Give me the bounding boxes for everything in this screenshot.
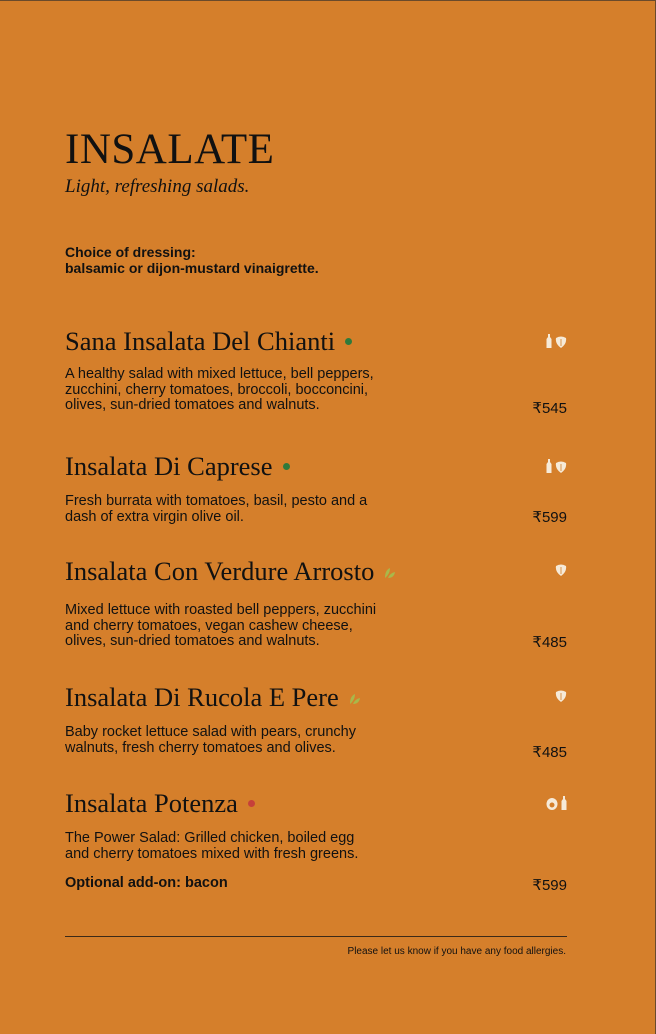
dietary-icons bbox=[546, 459, 567, 473]
description-line: A healthy salad with mixed lettuce, bell peppers, bbox=[65, 366, 374, 382]
item-name-row bbox=[65, 556, 396, 586]
nuts-icon bbox=[555, 564, 567, 576]
dressing-line-1: Choice of dressing: bbox=[65, 244, 196, 260]
footer-divider bbox=[65, 936, 567, 937]
dressing-note bbox=[65, 244, 319, 276]
item-name: Insalata Con Verdure Arrosto bbox=[65, 556, 375, 586]
item-price: ₹599 bbox=[532, 877, 567, 894]
item-name-row bbox=[65, 682, 361, 712]
vegan-leaf-icon bbox=[349, 693, 361, 705]
item-description bbox=[65, 831, 395, 862]
description-line: and cherry tomatoes mixed with fresh greens. bbox=[65, 845, 359, 862]
description-line: and cherry tomatoes, vegan cashew cheese, bbox=[65, 617, 353, 634]
nuts-icon bbox=[555, 461, 567, 473]
item-name: Insalata Di Caprese bbox=[65, 451, 273, 481]
item-description bbox=[65, 603, 395, 650]
menu-item-sana-insalata-del-chianti bbox=[65, 326, 567, 421]
item-price: ₹599 bbox=[532, 509, 567, 526]
description-line: zucchini, cherry tomatoes, broccoli, bocconcini, bbox=[65, 381, 369, 398]
description-line: olives, sun-dried tomatoes and walnuts. bbox=[65, 397, 320, 413]
non-veg-dot-icon bbox=[248, 800, 255, 807]
menu-item-insalata-di-caprese bbox=[65, 451, 567, 531]
item-description bbox=[65, 725, 395, 756]
item-name: Sana Insalata Del Chianti bbox=[65, 326, 336, 356]
description-line: Mixed lettuce with roasted bell peppers, zucchini bbox=[65, 602, 377, 618]
item-name-row bbox=[65, 451, 290, 481]
item-description bbox=[65, 494, 395, 525]
description-line: Fresh burrata with tomatoes, basil, pesto and a bbox=[65, 493, 368, 509]
item-price: ₹485 bbox=[532, 744, 567, 761]
description-line: Baby rocket lettuce salad with pears, crunchy bbox=[65, 724, 356, 740]
item-price: ₹545 bbox=[532, 400, 567, 417]
section-title: INSALATE bbox=[65, 126, 275, 173]
dietary-icons bbox=[555, 564, 567, 576]
description-line: olives, sun-dried tomatoes and walnuts. bbox=[65, 633, 320, 649]
veg-dot-icon bbox=[283, 463, 290, 470]
dairy-icon bbox=[561, 796, 567, 810]
dietary-icons bbox=[555, 690, 567, 702]
egg-icon bbox=[546, 796, 558, 810]
section-subtitle: Light, refreshing salads. bbox=[65, 176, 250, 197]
item-name-row bbox=[65, 326, 352, 356]
dairy-icon bbox=[546, 334, 552, 348]
nuts-icon bbox=[555, 336, 567, 348]
description-line: dash of extra virgin olive oil. bbox=[65, 508, 244, 525]
nuts-icon bbox=[555, 690, 567, 702]
item-name-row bbox=[65, 788, 255, 818]
dietary-icons bbox=[546, 334, 567, 348]
vegan-leaf-icon bbox=[384, 567, 396, 579]
dietary-icons bbox=[546, 796, 567, 810]
allergy-note: Please let us know if you have any food allergies. bbox=[347, 946, 566, 957]
item-description bbox=[65, 367, 395, 414]
menu-item-insalata-con-verdure-arrosto bbox=[65, 556, 567, 651]
menu-item-insalata-di-rucola-e-pere bbox=[65, 682, 567, 762]
item-name: Insalata Di Rucola E Pere bbox=[65, 682, 339, 712]
optional-addon: Optional add-on: bacon bbox=[65, 875, 228, 891]
top-border bbox=[0, 0, 656, 1]
description-line: The Power Salad: Grilled chicken, boiled egg bbox=[65, 830, 355, 846]
dressing-line-2: balsamic or dijon-mustard vinaigrette. bbox=[65, 260, 319, 276]
description-line: walnuts, fresh cherry tomatoes and olives. bbox=[65, 739, 336, 756]
veg-dot-icon bbox=[345, 338, 352, 345]
item-name: Insalata Potenza bbox=[65, 788, 238, 818]
menu-item-insalata-potenza bbox=[65, 788, 567, 898]
item-price: ₹485 bbox=[532, 634, 567, 651]
dairy-icon bbox=[546, 459, 552, 473]
